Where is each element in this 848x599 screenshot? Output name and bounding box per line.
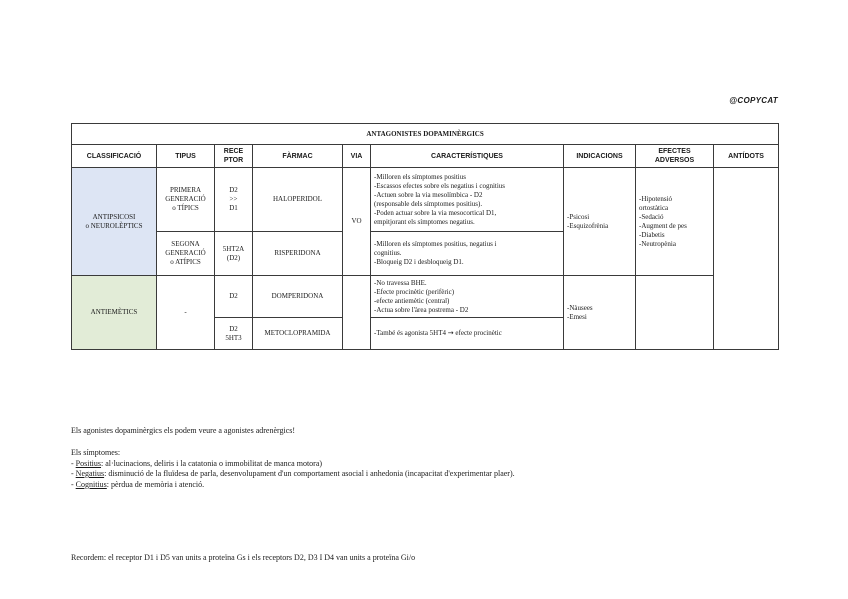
header-efectes-line2: ADVERSOS bbox=[654, 157, 695, 164]
header-efectes bbox=[636, 145, 714, 168]
header-receptor-line2: PTOR bbox=[223, 157, 244, 164]
car-line: -efecte antiemètic (central) bbox=[374, 296, 450, 305]
header-indicacions: INDICACIONS bbox=[564, 145, 636, 168]
header-tipus: TIPUS bbox=[157, 145, 215, 168]
header-efectes-line1: EFECTES bbox=[658, 148, 691, 155]
receptor-line: D1 bbox=[229, 204, 238, 212]
car-line: cognitius. bbox=[374, 249, 402, 257]
header-classificacio: CLASSIFICACIÓ bbox=[72, 145, 157, 168]
receptor-metoclopramida bbox=[215, 318, 253, 350]
note-recordem: Recordem: el receptor D1 i D5 van units a proteïna Gs i els receptors D2, D3 I D4 van units a proteïna Gi/o bbox=[71, 553, 416, 562]
tipus-line: SEGONA bbox=[171, 240, 200, 248]
efectes-antipsicosi bbox=[636, 168, 714, 276]
tipus-line: GENERACIÓ bbox=[165, 249, 206, 257]
indicacio-line: -Esquizofrènia bbox=[567, 221, 609, 230]
simptoma-negatius: - Negatius: disminució de la fluïdesa de parla, desenvolupament d'un comportament asocial i anhedonia (incapacitat d'experimentar plaer). bbox=[71, 469, 515, 478]
efecte-line: -Augment de pes bbox=[639, 221, 687, 230]
efecte-line: -Sedació bbox=[639, 212, 664, 221]
car-line: -Poden actuar sobre la via mesocortical D1, bbox=[374, 208, 497, 217]
tipus-primera bbox=[157, 168, 215, 232]
tipus-segona bbox=[157, 232, 215, 276]
cognitius-text: : pèrdua de memòria i atenció. bbox=[106, 479, 205, 489]
header-row bbox=[72, 145, 779, 168]
car-line: empitjorant els símptomes negatius. bbox=[374, 217, 475, 226]
tipus-line: PRIMERA bbox=[169, 186, 202, 194]
antidots-cell bbox=[714, 168, 779, 350]
indicacions-antipsicosi bbox=[564, 168, 636, 276]
positius-text: : al·lucinacions, deliris i la catatonia o immobilitat de manca motora) bbox=[101, 458, 323, 468]
negatius-text: : disminució de la fluïdesa de parla, desenvolupament d'un comportament asocial i anhedonia (incapacitat d'experimentar plaer). bbox=[104, 469, 515, 478]
efecte-line: ortostàtica bbox=[639, 203, 669, 212]
arrow-icon: → bbox=[447, 329, 454, 337]
header-receptor bbox=[215, 145, 253, 168]
class-antipsicosi-line1: ANTIPSICOSI bbox=[92, 212, 136, 221]
car-line: -Efecte procinètic (perifèric) bbox=[374, 287, 455, 296]
tipus-line: o TÍPICS bbox=[172, 204, 199, 212]
receptor-line: D2 bbox=[229, 186, 238, 194]
header-farmac: FÀRMAC bbox=[253, 145, 343, 168]
tipus-line: GENERACIÓ bbox=[165, 195, 206, 203]
farmac-haloperidol: HALOPERIDOL bbox=[253, 168, 343, 232]
negatius-label: Negatius bbox=[75, 469, 105, 478]
receptor-line: 5HT3 bbox=[225, 333, 242, 342]
car-haloperidol bbox=[371, 168, 564, 232]
tipus-line: o ATÍPICS bbox=[170, 258, 201, 266]
car-line: (responsable dels símptomes positius). bbox=[374, 199, 483, 208]
via-antiemetics bbox=[343, 276, 371, 350]
tipus-antiemetics: - bbox=[157, 276, 215, 350]
efecte-line: -Diabetis bbox=[639, 230, 665, 239]
receptor-haloperidol bbox=[215, 168, 253, 232]
receptor-line: D2 bbox=[229, 324, 238, 333]
receptor-line: (D2) bbox=[226, 253, 241, 262]
efecte-line: -Hipotensió bbox=[639, 194, 673, 203]
watermark: @COPYCAT bbox=[729, 96, 778, 105]
receptor-line: 5HT2A bbox=[222, 244, 245, 253]
simptoma-positius: - Positius: al·lucinacions, deliris i la catatonia o immobilitat de manca motora) bbox=[71, 458, 323, 468]
car-metoclopramida bbox=[371, 318, 564, 350]
car-line: -Bloqueig D2 i desbloqueig D1. bbox=[374, 258, 464, 266]
header-via: VIA bbox=[343, 145, 371, 168]
car-text: -També és agonista 5HT4 bbox=[374, 329, 447, 337]
efecte-line: -Neutropènia bbox=[639, 239, 676, 248]
car-line: -No travessa BHE. bbox=[374, 278, 427, 287]
car-text: efecte procinètic bbox=[455, 329, 502, 337]
header-antidots: ANTÍDOTS bbox=[714, 145, 779, 168]
antagonistes-table bbox=[71, 123, 779, 350]
receptor-domperidona bbox=[215, 276, 253, 318]
table-title: ANTAGONISTES DOPAMINÈRGICS bbox=[72, 124, 779, 145]
class-antiemetics: ANTIEMÈTICS bbox=[72, 276, 157, 350]
table-row bbox=[72, 168, 779, 232]
farmac-metoclopramida: METOCLOPRAMIDA bbox=[253, 318, 343, 350]
car-line: -Escassos efectes sobre els negatius i cognitius bbox=[374, 181, 506, 190]
simptomes-title: Els símptomes: bbox=[71, 448, 121, 457]
indicacions-antiemetics bbox=[564, 276, 636, 350]
efectes-antiemetics bbox=[636, 276, 714, 350]
farmac-domperidona: DOMPERIDONA bbox=[253, 276, 343, 318]
header-caracteristiques: CARACTERÍSTIQUES bbox=[371, 145, 564, 168]
car-line: -Milloren els símptomes positius bbox=[374, 172, 466, 181]
via-vo: VO bbox=[343, 168, 371, 276]
indicacio-line: -Nàusees bbox=[567, 303, 593, 312]
car-line: -Actua sobre l'àrea postrema - D2 bbox=[374, 305, 469, 314]
farmac-risperidona: RISPERIDONA bbox=[253, 232, 343, 276]
class-antipsicosi bbox=[72, 168, 157, 276]
table-row bbox=[72, 276, 779, 318]
cognitius-label: Cognitius bbox=[75, 479, 107, 489]
note-simptomes bbox=[71, 448, 515, 490]
car-domperidona bbox=[371, 276, 564, 318]
class-antipsicosi-line2: o NEUROLÈPTICS bbox=[85, 221, 143, 230]
header-receptor-line1: RECE bbox=[223, 148, 244, 155]
indicacio-line: -Emesi bbox=[567, 312, 587, 321]
receptor-risperidona bbox=[215, 232, 253, 276]
positius-label: Positius bbox=[75, 458, 102, 468]
receptor-line: >> bbox=[229, 195, 238, 203]
receptor-line: D2 bbox=[229, 292, 238, 300]
indicacio-line: -Psicosi bbox=[567, 212, 590, 221]
car-line: -Milloren els símptomes positius, negatius i bbox=[374, 240, 497, 248]
simptoma-cognitius: - Cognitius: pèrdua de memòria i atenció. bbox=[71, 479, 205, 489]
car-line: -Actuen sobre la via mesolímbica - D2 bbox=[374, 190, 483, 199]
car-risperidona bbox=[371, 232, 564, 276]
note-agonistes: Els agonistes dopaminèrgics els podem veure a agonistes adrenèrgics! bbox=[71, 426, 296, 435]
